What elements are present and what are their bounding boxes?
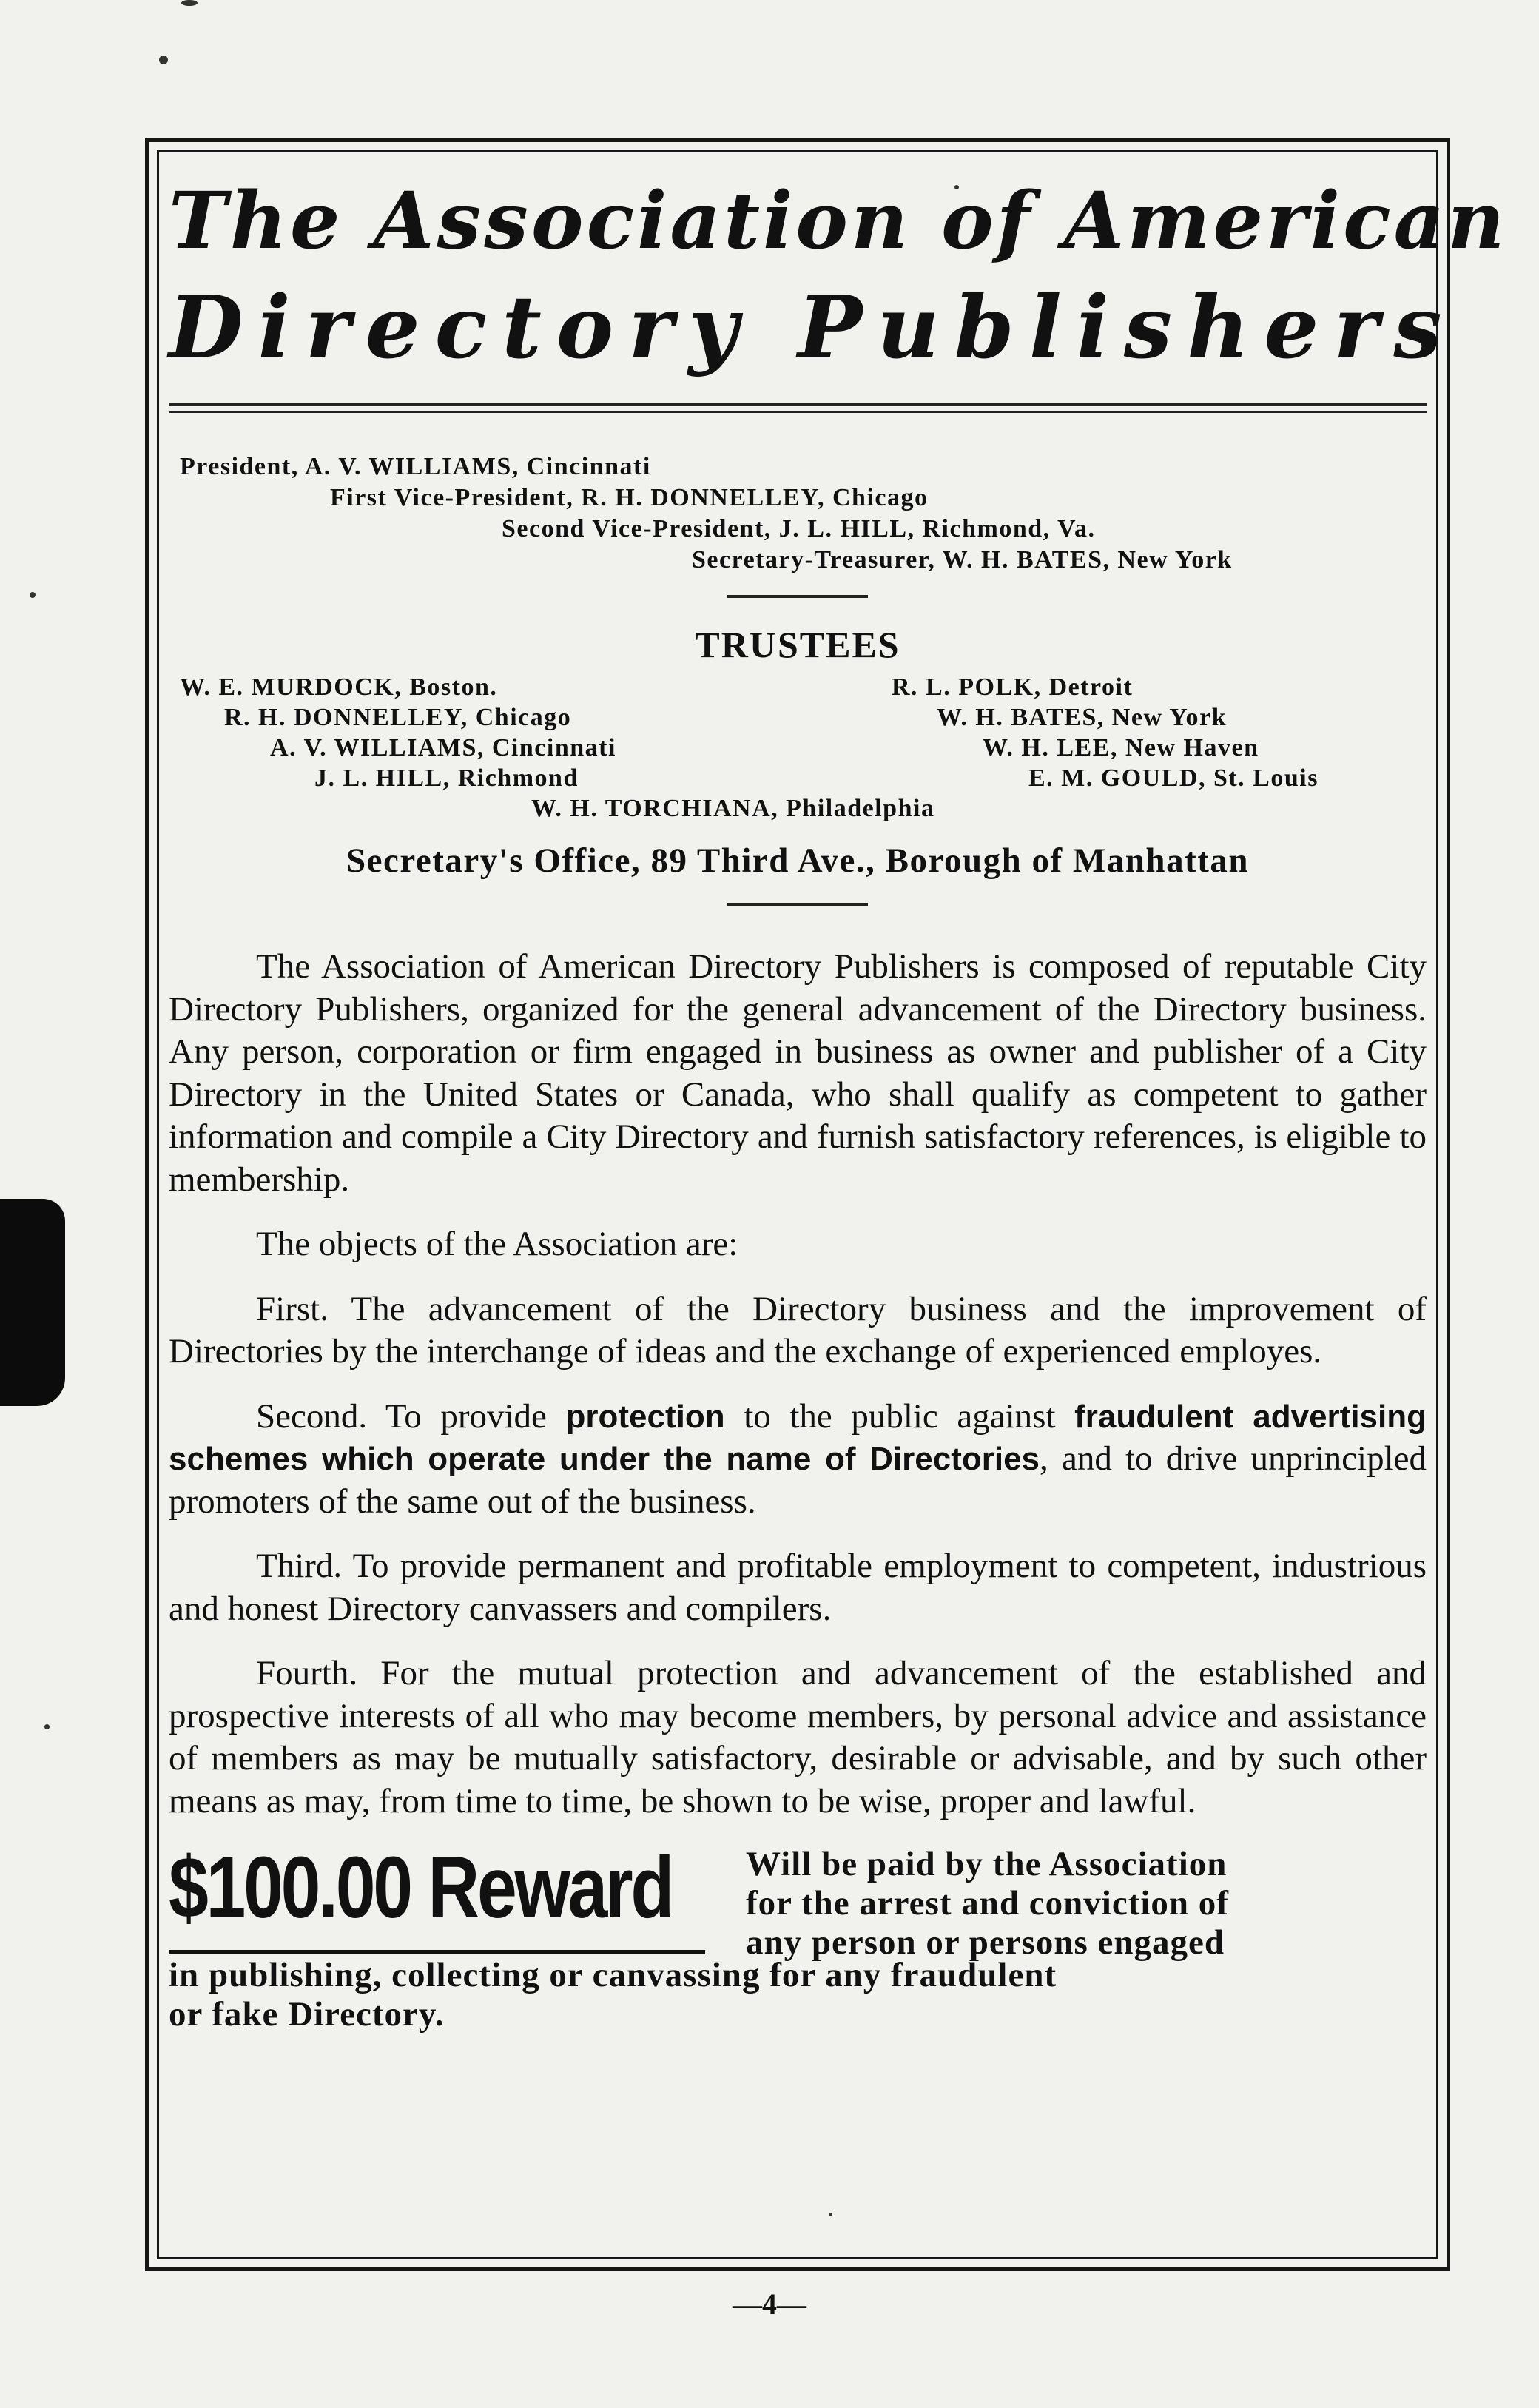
office-divider xyxy=(727,903,868,906)
torn-page-edge xyxy=(0,1199,65,1406)
trustee-right-2: W. H. BATES, New York xyxy=(937,704,1228,731)
officers-list xyxy=(169,451,1427,576)
page-content xyxy=(169,163,1508,2250)
officer-first-vice-president: First Vice-President, R. H. DONNELLEY, Chicago xyxy=(330,484,929,511)
title-divider xyxy=(169,403,1427,413)
trustee-left-1: W. E. MURDOCK, Boston. xyxy=(180,673,498,701)
association-description xyxy=(169,946,1427,1823)
intro-paragraph: The Association of American Directory Publishers is composed of reputable City Directory Publishers, organized for the general advancement of the Directory business. Any person, corporation or firm engaged in business as owner and publisher of a City Directory in the United States or Canada, who shall qualify as competent to gather information and compile a City Directory and furnish satisfactory references, is eligible to membership. xyxy=(169,947,1427,1199)
fourth-object-paragraph: Fourth. For the mutual protection and advancement of the established and prospective interests of all who may become members, by personal advice and assistance of members as may be mutually satisfactory, desirable or advisable, and by such other means as may, from time to time, be shown to be wise, proper and lawful. xyxy=(169,1654,1427,1820)
secretary-office-address: Secretary's Office, 89 Third Ave., Borough of Manhattan xyxy=(346,841,1250,880)
third-object-paragraph: Third. To provide permanent and profitable employment to competent, industrious and honest Directory canvassers and compilers. xyxy=(169,1547,1427,1628)
page-number: —4— xyxy=(733,2287,806,2321)
officers-divider xyxy=(727,595,868,598)
reward-side-line-1: Will be paid by the Association xyxy=(746,1845,1228,1883)
second-object-text-e: , and to drive unprincipled promoters of the same out of the business. xyxy=(169,1439,1427,1521)
reward-title: $100.00 Reward xyxy=(169,1839,673,1937)
first-object-paragraph: First. The advancement of the Directory business and the improvement of Directories by the interchange of ideas and the exchange of experienced employes. xyxy=(169,1289,1427,1371)
trustee-center: W. H. TORCHIANA, Philadelphia xyxy=(531,795,935,822)
trustee-left-4: J. L. HILL, Richmond xyxy=(314,764,579,792)
trustee-right-3: W. H. LEE, New Haven xyxy=(983,734,1259,761)
trustees-heading: TRUSTEES xyxy=(695,624,900,665)
second-object-text-c: to the public against xyxy=(724,1396,1075,1436)
objects-paragraph: The objects of the Association are: xyxy=(256,1225,738,1263)
reward-side-line-2: for the arrest and conviction of xyxy=(746,1884,1229,1923)
trustee-right-1: R. L. POLK, Detroit xyxy=(892,673,1134,701)
reward-side-text xyxy=(746,1845,1427,1963)
officer-president: President, A. V. WILLIAMS, Cincinnati xyxy=(180,453,651,480)
reward-cont-line-1: in publishing, collecting or canvassing for any fraudulent xyxy=(169,1956,1057,1994)
trustees-list xyxy=(169,673,1427,821)
reward-notice xyxy=(169,1839,1427,1962)
title-line-2: Directory Publishers xyxy=(169,278,1457,378)
trustee-right-4: E. M. GOULD, St. Louis xyxy=(1028,764,1319,792)
reward-continuation xyxy=(169,1956,1427,2034)
reward-underline xyxy=(169,1950,705,1954)
second-object-paragraph xyxy=(169,1396,1427,1524)
trustee-left-3: A. V. WILLIAMS, Cincinnati xyxy=(270,734,616,761)
trustee-left-2: R. H. DONNELLEY, Chicago xyxy=(224,704,572,731)
second-object-emphasis-protection: protection xyxy=(565,1398,725,1435)
officer-second-vice-president: Second Vice-President, J. L. HILL, Richmond, Va. xyxy=(502,515,1096,542)
second-object-emphasis-schemes: fraudulent advertising schemes which operate under the name of Directories xyxy=(169,1398,1427,1477)
reward-cont-line-2: or fake Directory. xyxy=(169,1995,445,2034)
second-object-text-a: Second. To provide xyxy=(256,1396,566,1436)
title-line-1: The Association of American xyxy=(169,174,1508,266)
reward-side-line-3: any person or persons engaged xyxy=(746,1923,1225,1962)
officer-secretary-treasurer: Secretary-Treasurer, W. H. BATES, New York xyxy=(692,546,1233,574)
